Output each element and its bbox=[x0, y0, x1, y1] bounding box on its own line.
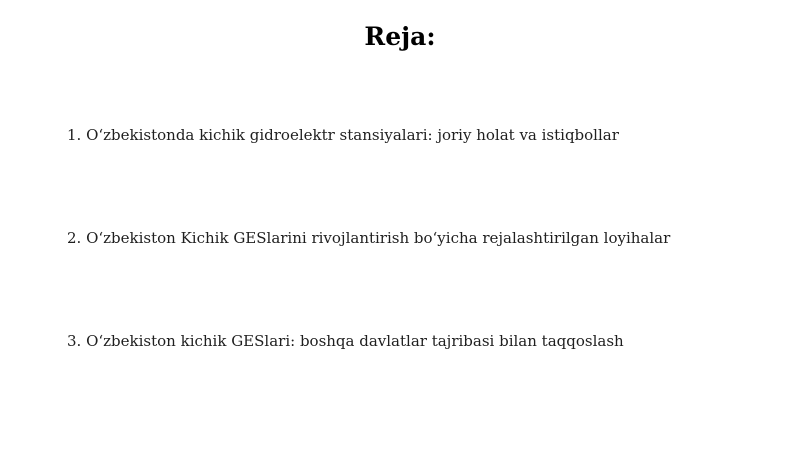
slide-title: Reja: bbox=[364, 22, 436, 51]
plan-item-3: 3. O‘zbekiston kichik GESlari: boshqa davlatlar tajribasi bilan taqqoslash bbox=[67, 332, 624, 350]
plan-item-1: 1. O‘zbekistonda kichik gidroelektr stansiyalari: joriy holat va istiqbollar bbox=[67, 126, 619, 144]
plan-item-2: 2. O‘zbekiston Kichik GESlarini rivojlantirish bo‘yicha rejalashtirilgan loyihalar bbox=[67, 229, 671, 247]
